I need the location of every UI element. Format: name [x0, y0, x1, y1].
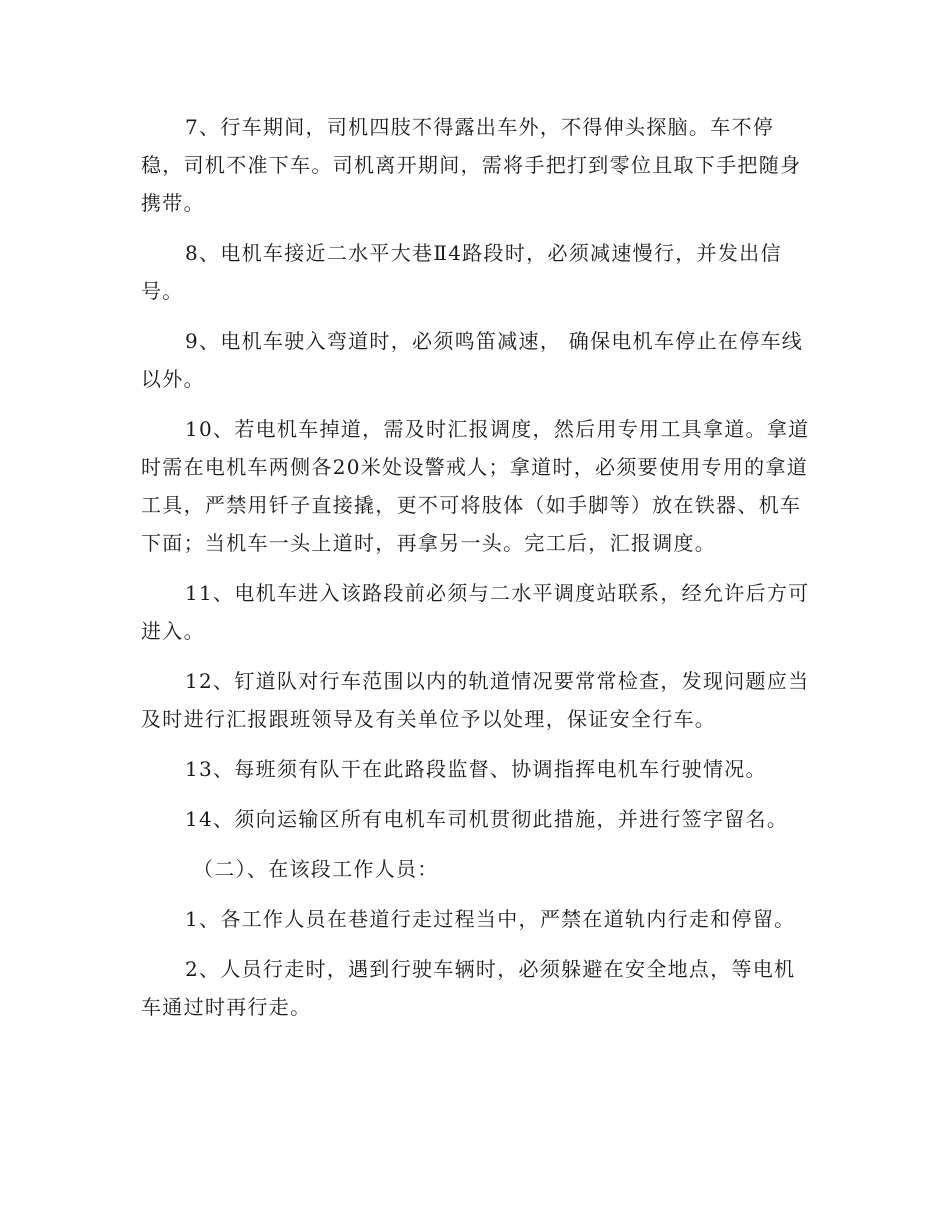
paragraph-item-11: 11、电机车进入该路段前必须与二水平调度站联系，经允许后方可进入。: [141, 581, 810, 643]
document-body: [141, 108, 813, 1026]
paragraph-item-9: 9、电机车驶入弯道时，必须鸣笛减速， 确保电机车停止在停车线以外。: [141, 329, 804, 391]
paragraph-item-13: 13、每班须有队干在此路段监督、协调指挥电机车行驶情况。: [185, 757, 767, 781]
paragraph-item-12: 12、钉道队对行车范围以内的轨道情况要常常检查，发现问题应当及时进行汇报跟班领导及有关单位予以处理，保证安全行车。: [141, 669, 810, 731]
paragraph-item-7: 7、行车期间，司机四肢不得露出车外，不得伸头探脑。车不停稳，司机不准下车。司机离开期间，需将手把打到零位且取下手把随身携带。: [141, 115, 802, 215]
paragraph-worker-item-1: 1、各工作人员在巷道行走过程当中，严禁在道轨内行走和停留。: [185, 907, 796, 931]
paragraph-worker-item-2: 2、人员行走时，遇到行驶车辆时，必须躲避在安全地点，等电机车通过时再行走。: [141, 957, 796, 1019]
paragraph-item-14: 14、须向运输区所有电机车司机贯彻此措施，并进行签字留名。: [185, 807, 789, 831]
paragraph-item-10: 10、若电机车掉道，需及时汇报调度，然后用专用工具拿道。拿道时需在电机车两侧各20米处设警戒人；拿道时，必须要使用专用的拿道工具，严禁用钎子直接撬，更不可将肢体（如手脚等）放在铁器、机车下面；当机车一头上道时，再拿另一头。完工后，汇报调度。: [141, 417, 810, 555]
section-heading-workers: （二）、在该段工作人员：: [193, 857, 439, 881]
paragraph-item-8: 8、电机车接近二水平大巷Ⅱ4路段时，必须减速慢行，并发出信号。: [141, 241, 782, 303]
